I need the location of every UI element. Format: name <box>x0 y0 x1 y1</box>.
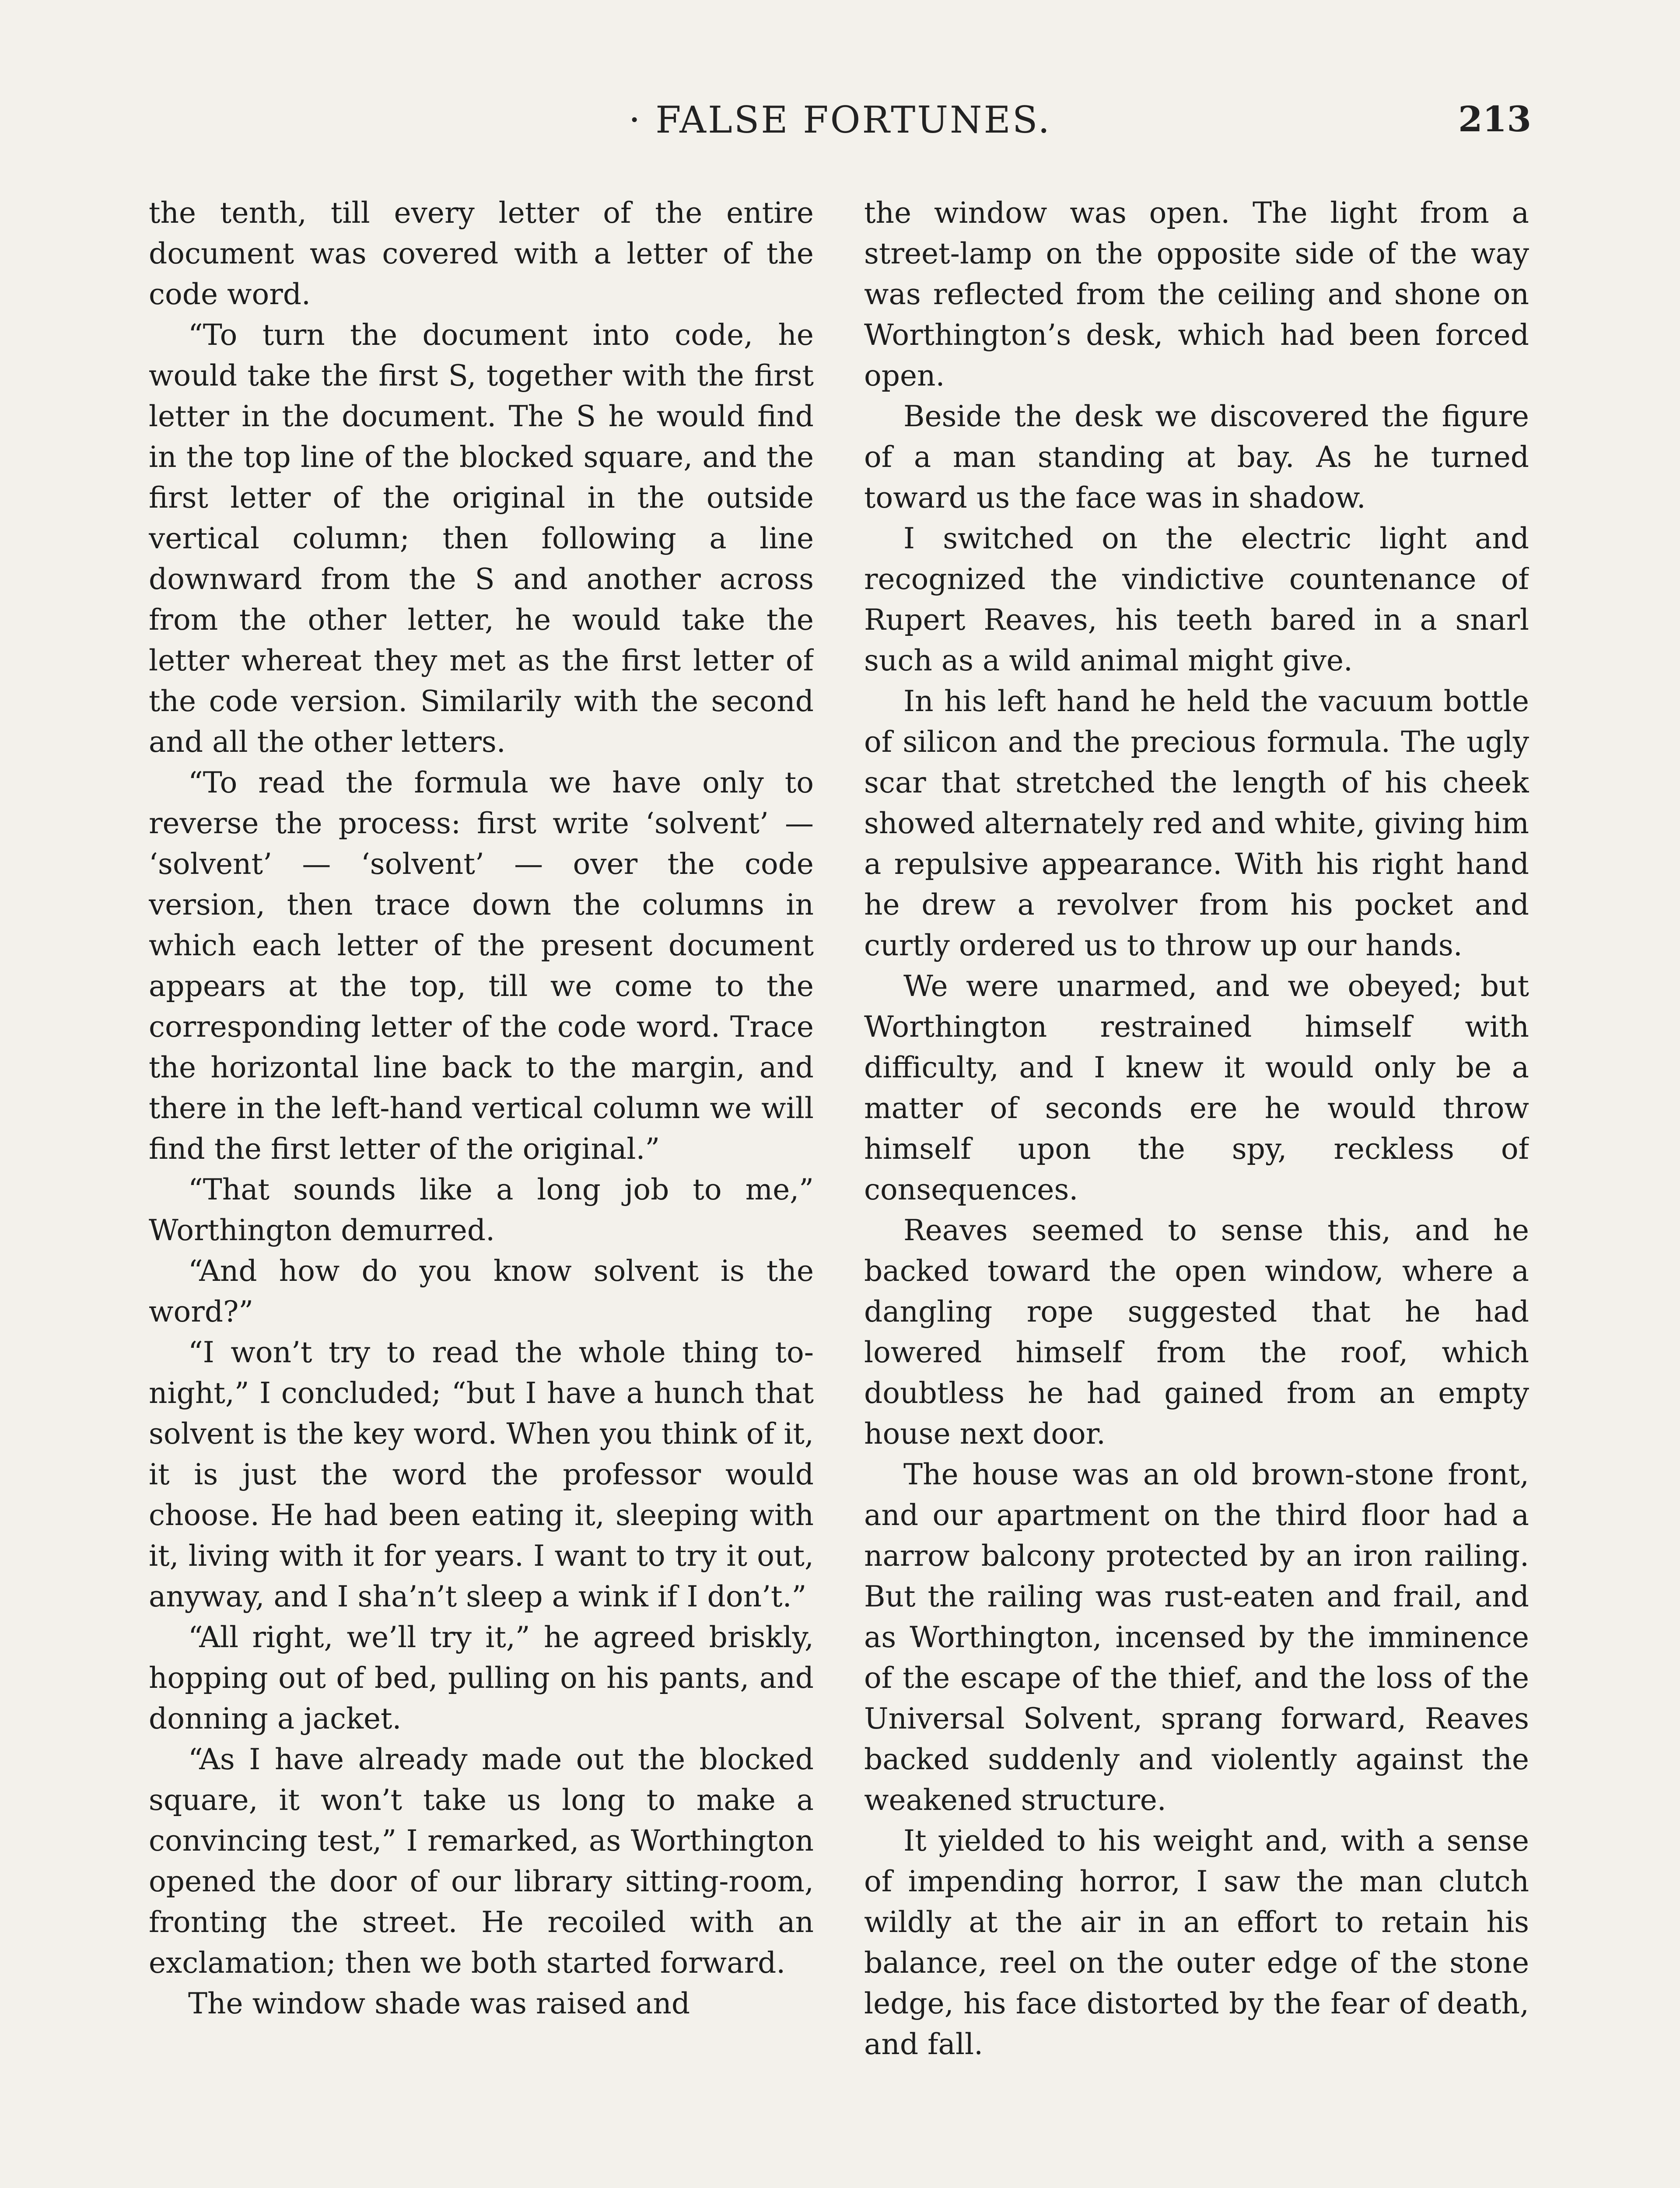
right-text-column <box>864 193 1529 2188</box>
paragraph: “To turn the document into code, he would take the first S, together with the first letter in the document. The S he would find in the top line of the blocked square, and the first letter of the original in the outside vertical column; then following a line downward from the S and another across from the other letter, he would take the letter whereat they met as the first letter of the code version. Similarily with the second and all the other letters. <box>149 318 814 759</box>
paragraph: I switched on the electric light and recognized the vindictive countenance of Rupert Reaves, his teeth bared in a snarl such as a wild animal might give. <box>864 522 1529 677</box>
running-title: · FALSE FORTUNES. <box>628 98 1052 141</box>
paragraph: The window shade was raised and <box>188 1987 690 2020</box>
page-number: 213 <box>1458 98 1531 140</box>
paragraph: “To read the formula we have only to reverse the process: first write ‘solvent’ — ‘solvent’ — ‘solvent’ — over the code version, then trace down the columns in which each letter of the present document appears at the top, till we come to the corresponding letter of the code word. Trace the horizontal line back to the margin, and there in the left-hand vertical column we will find the first letter of the original.” <box>149 766 814 1166</box>
paragraph: “I won’t try to read the whole thing to-night,” I concluded; “but I have a hunch that solvent is the key word. When you think of it, it is just the word the professor would choose. He had been eating it, sleeping with it, living with it for years. I want to try it out, anyway, and I sha’n’t sleep a wink if I don’t.” <box>149 1336 814 1613</box>
paragraph: “And how do you know solvent is the word?” <box>149 1254 814 1329</box>
paragraph: It yielded to his weight and, with a sense of impending horror, I saw the man clutch wildly at the air in an effort to retain his balance, reel on the outer edge of the stone ledge, his face distorted by the fear of death, and fall. <box>864 1824 1529 2061</box>
running-head <box>0 98 1680 147</box>
paragraph: the tenth, till every letter of the entire document was covered with a letter of the code word. <box>149 196 814 311</box>
paragraph: “That sounds like a long job to me,” Worthington demurred. <box>149 1173 814 1247</box>
paragraph: the window was open. The light from a street-lamp on the opposite side of the way was reflected from the ceiling and shone on Worthington’s desk, which had been forced open. <box>864 196 1529 393</box>
paragraph: “As I have already made out the blocked square, it won’t take us long to make a convincing test,” I remarked, as Worthington opened the door of our library sitting-room, fronting the street. He recoiled with an exclamation; then we both started forward. <box>149 1743 814 1980</box>
paragraph: We were unarmed, and we obeyed; but Worthington restrained himself with difficulty, and I knew it would only be a matter of seconds ere he would throw himself upon the spy, reckless of consequences. <box>864 969 1529 1206</box>
paragraph: Beside the desk we discovered the figure of a man standing at bay. As he turned toward us the face was in shadow. <box>864 400 1529 515</box>
left-text-column <box>149 193 814 2188</box>
paragraph: Reaves seemed to sense this, and he backed toward the open window, where a dangling rope suggested that he had lowered himself from the roof, which doubtless he had gained from an empty house next door. <box>864 1213 1529 1451</box>
paragraph: “All right, we’ll try it,” he agreed briskly, hopping out of bed, pulling on his pants, and donning a jacket. <box>149 1620 814 1736</box>
paragraph: The house was an old brown-stone front, and our apartment on the third floor had a narrow balcony protected by an iron railing. But the railing was rust-eaten and frail, and as Worthington, incensed by the imminence of the escape of the thief, and the loss of the Universal Solvent, sprang forward, Reaves backed suddenly and violently against the weakened structure. <box>864 1458 1529 1817</box>
paragraph: In his left hand he held the vacuum bottle of silicon and the precious formula. The ugly scar that stretched the length of his cheek showed alternately red and white, giving him a repulsive appearance. With his right hand he drew a revolver from his pocket and curtly ordered us to throw up our hands. <box>864 684 1529 962</box>
